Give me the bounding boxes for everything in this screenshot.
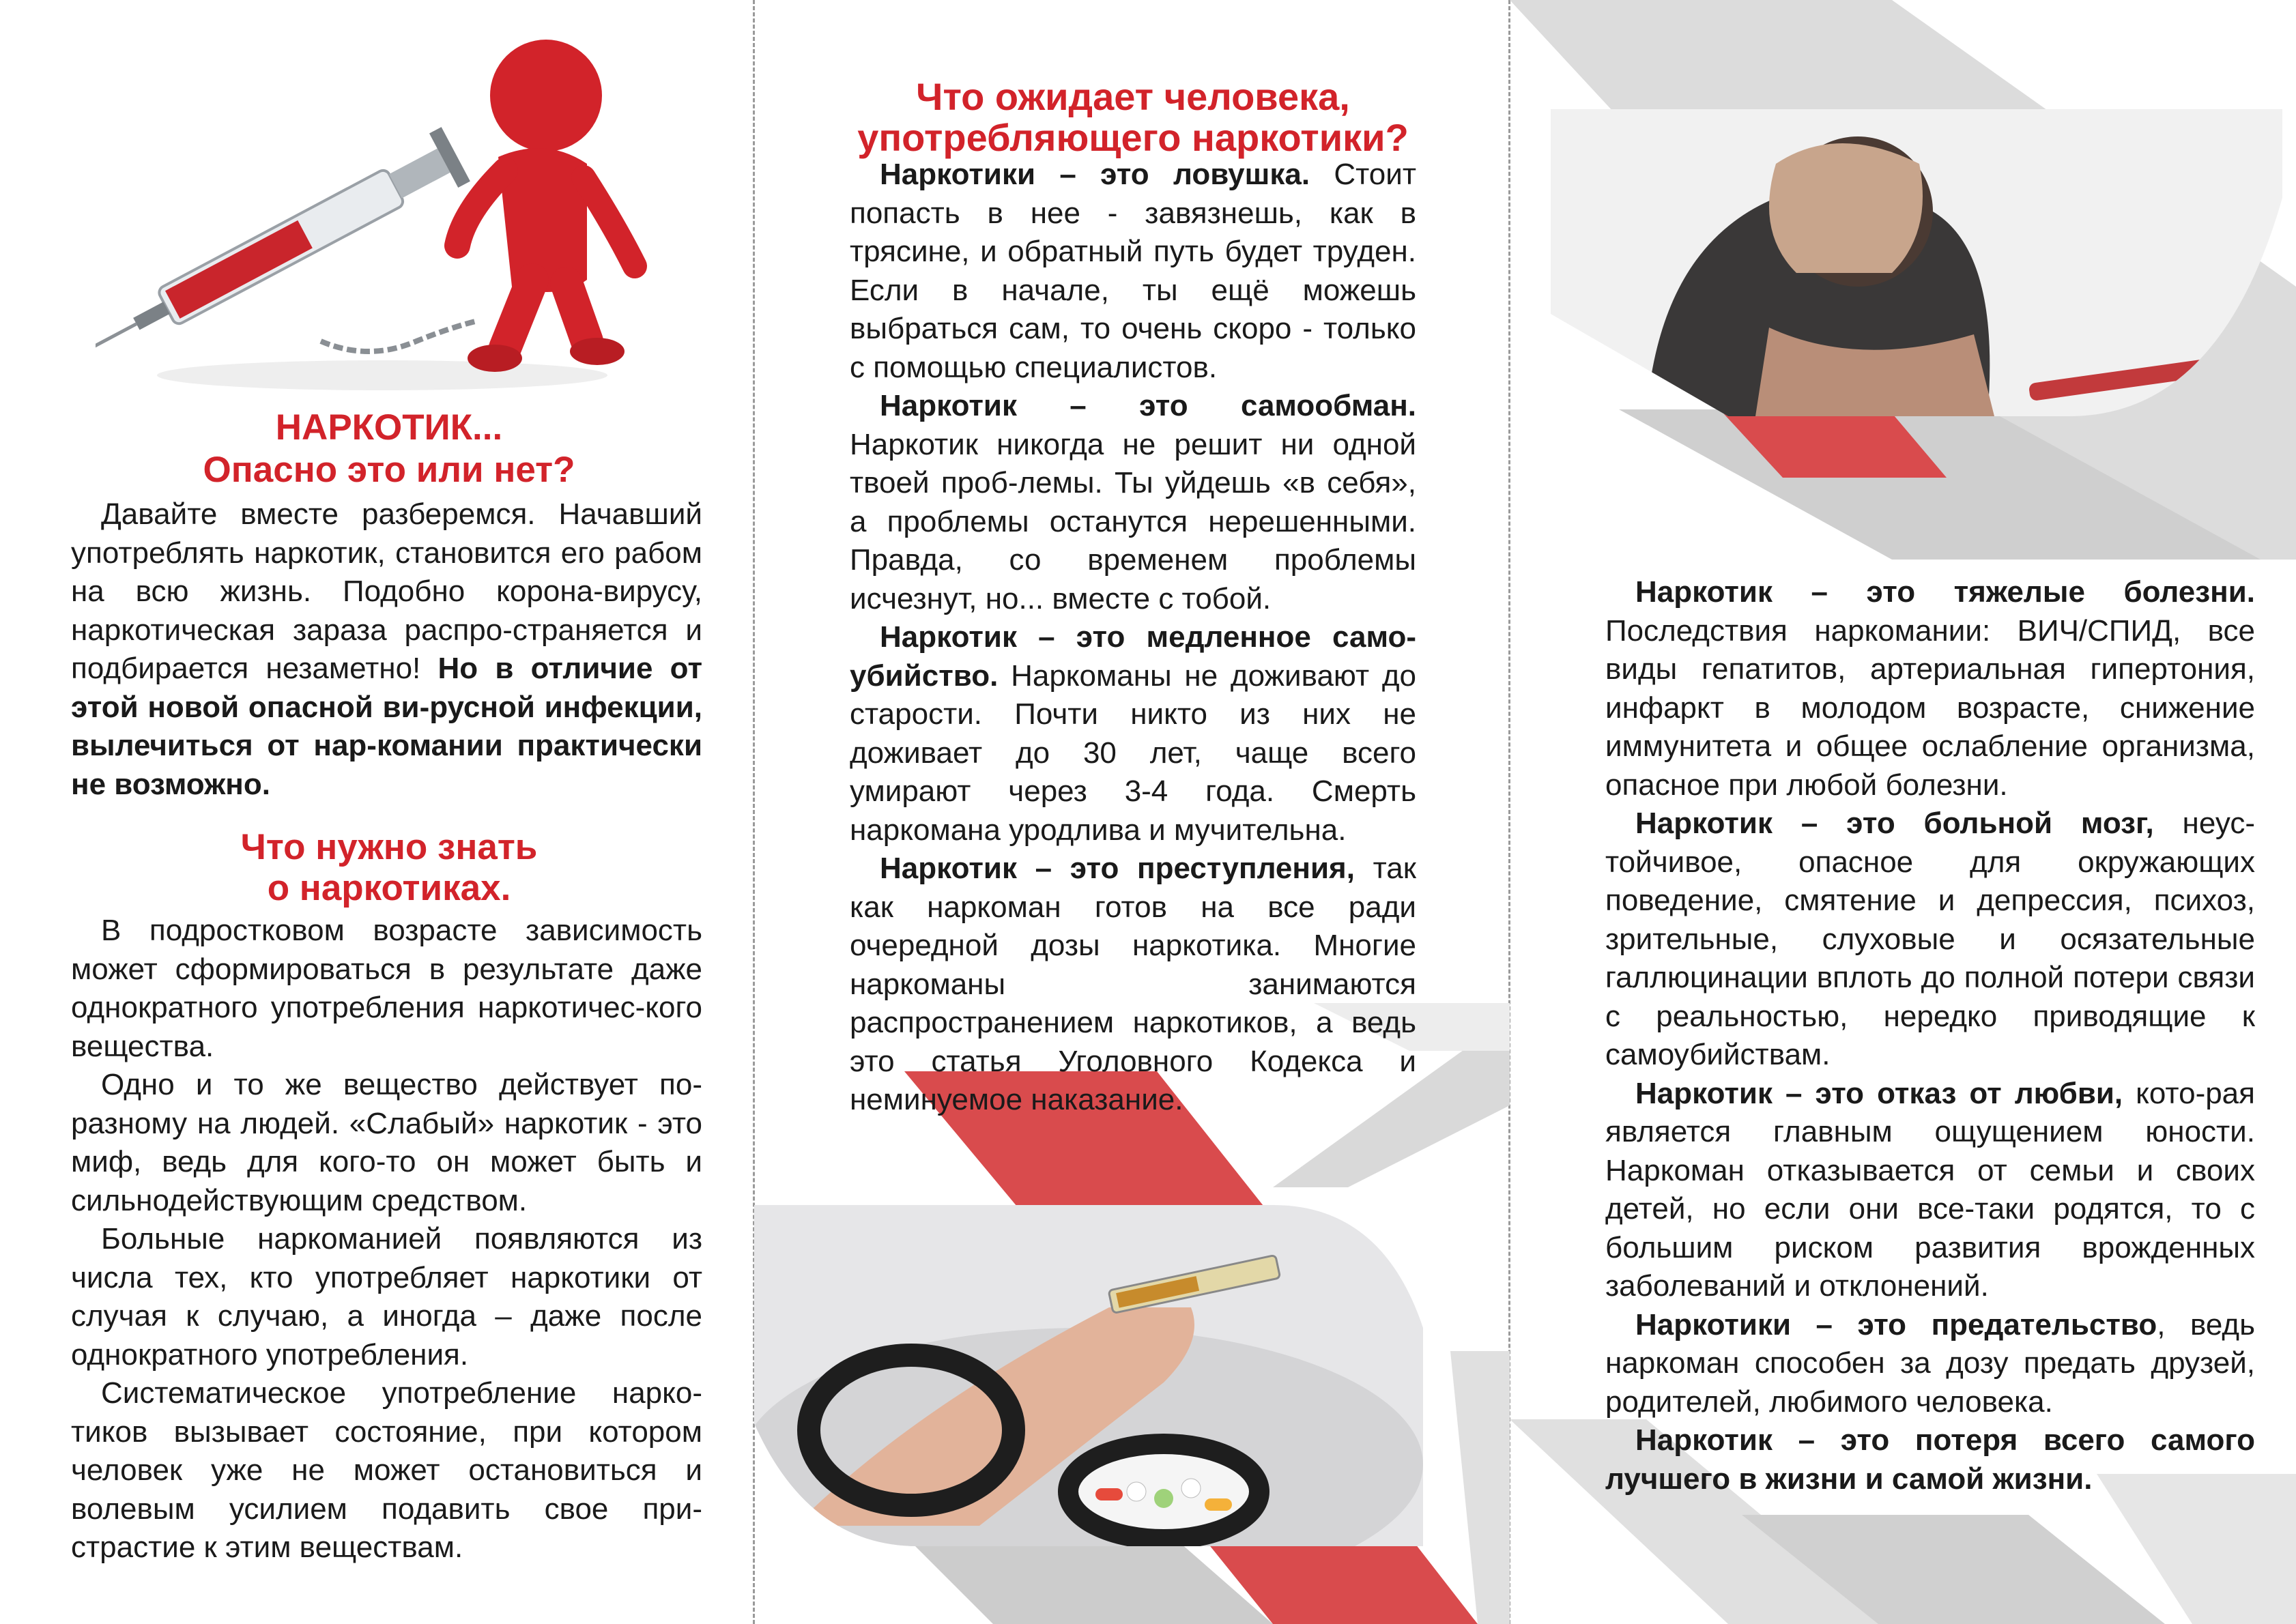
- list-item: Наркотик – это медленное само-убийство. Наркоманы не доживают до старости. Почти никто из них не доживает до 30 лет, чаще всего умирают через 3-4 года. Смерть наркомана уродлива и мучительна.: [850, 620, 1416, 847]
- distressed-person-icon: [1551, 109, 2282, 416]
- paragraph: В подростковом возрасте зависимость может сформироваться в результате даже однократного употребления наркотичес-кого вещества.: [71, 914, 702, 1063]
- list-item: Наркотик – это преступления, так как наркоман готов на все ради очередной дозы наркотика. Многие наркоманы занимаются распространением наркотиков, а ведь это статья Уголовного Кодекса и неминуемое наказание.: [850, 852, 1417, 1116]
- page-title: НАРКОТИК...: [275, 407, 503, 448]
- intro-text: Давайте вместе разберемся. Начавший употреблять наркотик, становится его рабом на всю жизнь. Подобно корона-вирусу, наркотическая зараза распро-страняется и подбирается незаметно!: [71, 497, 702, 685]
- list-item: Наркотик – это тяжелые болезни. Последствия наркомании: ВИЧ/СПИД, все виды гепатитов, артериальная гипертония, инфаркт в молодом возрасте, снижение иммунитета и общее ослабление организма, опасное при любой болезни.: [1605, 575, 2255, 802]
- panel-right: [1510, 0, 2296, 1624]
- facts-text-block: [71, 912, 702, 1567]
- consequences-text-block: [850, 156, 1416, 1120]
- paragraph: Систематическое употребление нарко-тиков вызывает состояние, при котором человек уже не может остановиться и волевым усилием подавить свое при-страстие к этим веществам.: [71, 1376, 702, 1564]
- panel-middle: [754, 0, 1510, 1624]
- paragraph: Одно и то же вещество действует по-разному на людей. «Слабый» наркотик - это миф, ведь для кого-то он может быть и сильнодействующим средством.: [71, 1068, 702, 1217]
- section-heading-line1: Что нужно знать: [240, 827, 538, 867]
- list-item: Наркотик – это больной мозг, неус-тойчивое, опасное для окружающих поведение, смятение и депрессия, психоз, зрительные, слуховые и осязательные галлюцинации вплоть до полной потери связи с реальностью, нередко приводящие к самоубийствам.: [1605, 807, 2255, 1071]
- page-subtitle: Опасно это или нет?: [203, 450, 575, 490]
- list-item: Наркотик – это отказ от любви, кото-рая является главным ощущением юности. Наркоман отказывается от семьи и своих детей, но если они все-таки родятся, то с большим риском развития врожденных заболеваний и отклонений.: [1605, 1076, 2255, 1303]
- column-title-line2: употребляющего наркотики?: [857, 116, 1409, 159]
- list-item: Наркотик – это самообман. Наркотик никогда не решит ни одной твоей проб-лемы. Ты уйдешь «в себя», а проблемы останутся нерешенными. Правда, со временем проблемы исчезнут, но... вместе с тобой.: [850, 389, 1416, 615]
- intro-bold-text: Но в отличие от этой новой опасной ви-русной инфекции, вылечиться от нар-комании практически не возможно.: [71, 652, 702, 801]
- list-item: Наркотик – это потеря всего самого лучшего в жизни и самой жизни.: [1605, 1423, 2255, 1496]
- section-heading-line2: о наркотиках.: [267, 868, 511, 908]
- handcuffed-hand-with-syringe-icon: [754, 1205, 1423, 1546]
- column-title-line1: Что ожидает человека,: [916, 75, 1350, 118]
- paragraph: Больные наркоманией появляются из числа тех, кто употребляет наркотики от случая к случаю, а иногда – даже после однократного употребления.: [71, 1222, 702, 1372]
- panel-left: [0, 0, 754, 1624]
- red-figure-chained-to-syringe-icon: [96, 20, 655, 403]
- list-item: Наркотики – это ловушка. Стоит попасть в нее - завязнешь, как в трясине, и обратный путь будет труден. Если в начале, ты ещё можешь выбраться сам, то очень скоро - только с помощью специалистов.: [850, 158, 1416, 384]
- intro-text-block: [71, 495, 702, 804]
- diseases-text-block: [1605, 573, 2255, 1498]
- list-item: Наркотики – это предательство, ведь наркоман способен за дозу предать друзей, родителей, любимого человека.: [1605, 1307, 2255, 1419]
